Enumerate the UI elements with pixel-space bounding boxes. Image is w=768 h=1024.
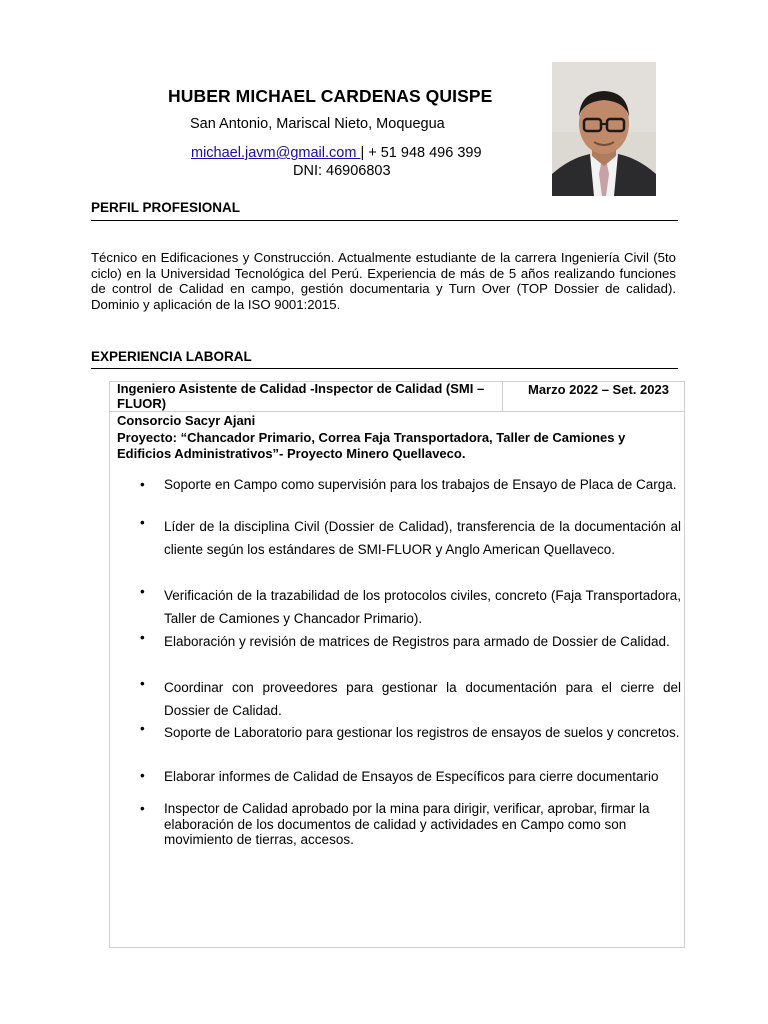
responsibility-item: Soporte de Laboratorio para gestionar los registros de ensayos de suelos y concretos. xyxy=(164,725,680,740)
profile-section-title: PERFIL PROFESIONAL xyxy=(91,200,241,215)
email-link[interactable]: michael.javm@gmail.com xyxy=(191,145,361,161)
responsibility-item: Líder de la disciplina Civil (Dossier de Calidad), transferencia de la documentación al cliente según los estándares de SMI-FLUOR y Anglo American Quellaveco. xyxy=(164,519,681,557)
experience-table-row-divider xyxy=(109,411,685,412)
candidate-address: San Antonio, Mariscal Nieto, Moquegua xyxy=(190,116,445,132)
bullet-icon: • xyxy=(140,584,145,599)
responsibility-item: Elaborar informes de Calidad de Ensayos de Específicos para cierre documentario xyxy=(164,769,659,784)
profile-photo-image xyxy=(552,62,656,196)
phone-number: | + 51 948 496 399 xyxy=(360,145,482,161)
bullet-icon: • xyxy=(140,477,145,492)
job-period: Marzo 2022 – Set. 2023 xyxy=(528,382,669,397)
profile-divider xyxy=(91,220,678,221)
experience-table xyxy=(109,381,685,948)
bullet-icon: • xyxy=(140,801,145,816)
candidate-name: HUBER MICHAEL CARDENAS QUISPE xyxy=(168,86,493,106)
profile-summary: Técnico en Edificaciones y Construcción. Actualmente estudiante de la carrera Ingeniería Civil (5to ciclo) en la Universidad Tecnológica del Perú. Experiencia de más de 5 años realizando funciones de control de Calidad en campo, gestión documentaria y Turn Over (TOP Dossier de calidad). Dominio y aplicación de la ISO 9001:2015. xyxy=(91,250,676,312)
profile-photo xyxy=(552,62,656,196)
bullet-icon: • xyxy=(140,630,145,645)
job-role: Ingeniero Asistente de Calidad -Inspector de Calidad (SMI – FLUOR) xyxy=(117,381,485,411)
job-company: Consorcio Sacyr Ajani xyxy=(117,413,256,428)
dni-number: DNI: 46906803 xyxy=(293,163,391,179)
job-project: Proyecto: “Chancador Primario, Correa Faja Transportadora, Taller de Camiones y Edificios Administrativos”- Proyecto Minero Quellaveco. xyxy=(117,430,626,461)
experience-divider xyxy=(91,368,678,369)
bullet-icon: • xyxy=(140,515,145,530)
bullet-icon: • xyxy=(140,721,145,736)
contact-line xyxy=(191,145,482,161)
bullet-icon: • xyxy=(140,768,145,783)
experience-section-title: EXPERIENCIA LABORAL xyxy=(91,349,252,364)
responsibility-item: Soporte en Campo como supervisión para los trabajos de Ensayo de Placa de Carga. xyxy=(164,477,677,492)
responsibility-item: Inspector de Calidad aprobado por la mina para dirigir, verificar, aprobar, firmar la elaboración de los documentos de calidad y actividades en Campo como son movimiento de tierras, accesos. xyxy=(164,801,650,847)
responsibility-item: Coordinar con proveedores para gestionar la documentación para el cierre del Dossier de Calidad. xyxy=(164,680,681,718)
responsibility-item: Elaboración y revisión de matrices de Registros para armado de Dossier de Calidad. xyxy=(164,634,670,649)
bullet-icon: • xyxy=(140,676,145,691)
responsibility-item: Verificación de la trazabilidad de los protocolos civiles, concreto (Faja Transportadora, Taller de Camiones y Chancador Primario). xyxy=(164,588,681,626)
experience-table-column-divider xyxy=(502,381,503,412)
